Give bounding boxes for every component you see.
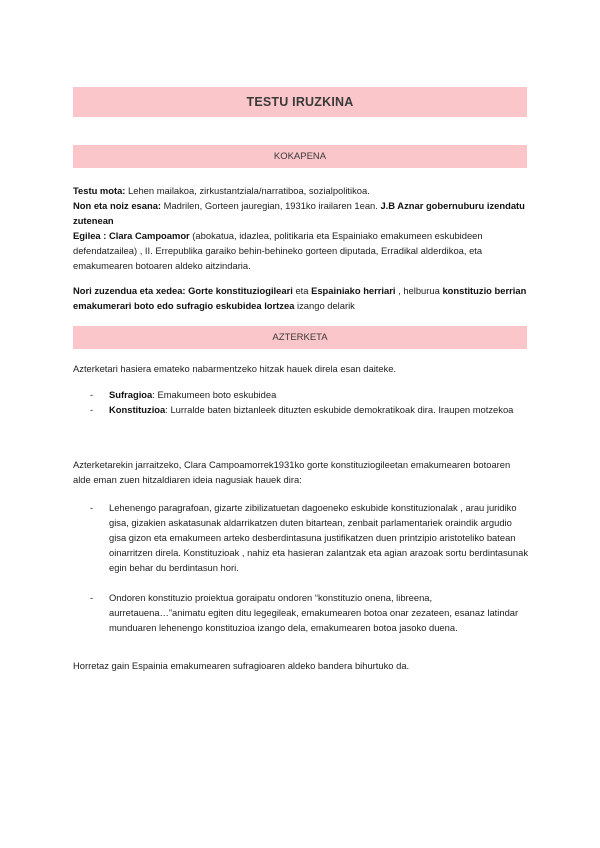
point-item: - Lehenengo paragrafoan, gizarte zibilizatuetan dagoeneko eskubide konstituzionalak , arau juridiko gisa, gizakien askatasunak aldarrikatzen duten bitartean, zenbait parlamentariek oraindik argudio gisa gizon eta emakumeen arteko desberdintasuna justifikatzen duen printzipio aristoteliko batean oinarritzen direla. Konstituzioak , nahiz eta hasieran zalantzak eta agian arazoak sortu berdintasunak egin behar du berdintasun hori. — [90, 502, 529, 573]
point-item: - Ondoren konstituzio proiektua goraipatu ondoren “konstituzio onena, libreena, aurretauena…”animatu egiten ditu legegileak, emakumearen botoa onar zezateen, esanaz latindar munduaren lehenengo konstituzioa izango dela, emakumearen botoa jasoko duena. — [90, 592, 519, 633]
term-item: - Sufragioa: Emakumeen boto eskubidea — [90, 389, 277, 400]
term-item: - Konstituzioa: Lurralde baten biztanleek dituzten eskubide demokratikoak dira. Iraupen motzekoa — [90, 404, 514, 415]
section-heading-azterketa: AZTERKETA — [272, 332, 328, 343]
points-list — [90, 500, 528, 635]
document-title-banner — [73, 87, 527, 117]
closing-paragraph: Horretaz gain Espainia emakumearen sufragioaren aldeko bandera bihurtuko da. — [73, 660, 410, 671]
testu-mota-line: Testu mota: Lehen mailakoa, zirkustantziala/narratiboa, sozialpolitikoa. — [73, 185, 370, 196]
egilea-line: Egilea : Clara Campoamor (abokatua, idazlea, politikaria eta Espainiako emakumeen eskubideen defendatzailea) , II. Errepublika garaiko behin-behineko gorteen diputada, Erradikal alderdikoa, eta emakumearen botoaren aldeko aitzindaria. — [73, 230, 483, 271]
section-heading-kokapena: KOKAPENA — [273, 151, 327, 162]
nori-zuzendua-paragraph: Nori zuzendua eta xedea: Gorte konstituziogileari eta Espainiako herriari , helburua konstituzio berrian emakumerari boto edo sufragio eskubidea lortzea izango delarik — [73, 285, 527, 311]
section-kokapena-banner — [73, 145, 527, 168]
term-list — [90, 387, 528, 417]
continue-paragraph: Azterketarekin jarraitzeko, Clara Campoamorrek1931ko gorte konstituziogileetan emakumearen botoaren alde eman zuen hitzaldiaren ideia nagusiak hauek dira: — [73, 459, 511, 485]
non-eta-noiz-line: Non eta noiz esana: Madrilen, Gorteen jauregian, 1931ko irailaren 1ean. J.B Aznar gobernuburu izendatu zutenean — [73, 200, 525, 226]
document-title: TESTU IRUZKINA — [246, 95, 354, 109]
azterketa-intro: Azterketari hasiera emateko nabarmentzeko hitzak hauek direla esan daiteke. — [73, 363, 397, 374]
kokapena-details — [73, 183, 528, 273]
section-azterketa-banner — [73, 326, 527, 349]
